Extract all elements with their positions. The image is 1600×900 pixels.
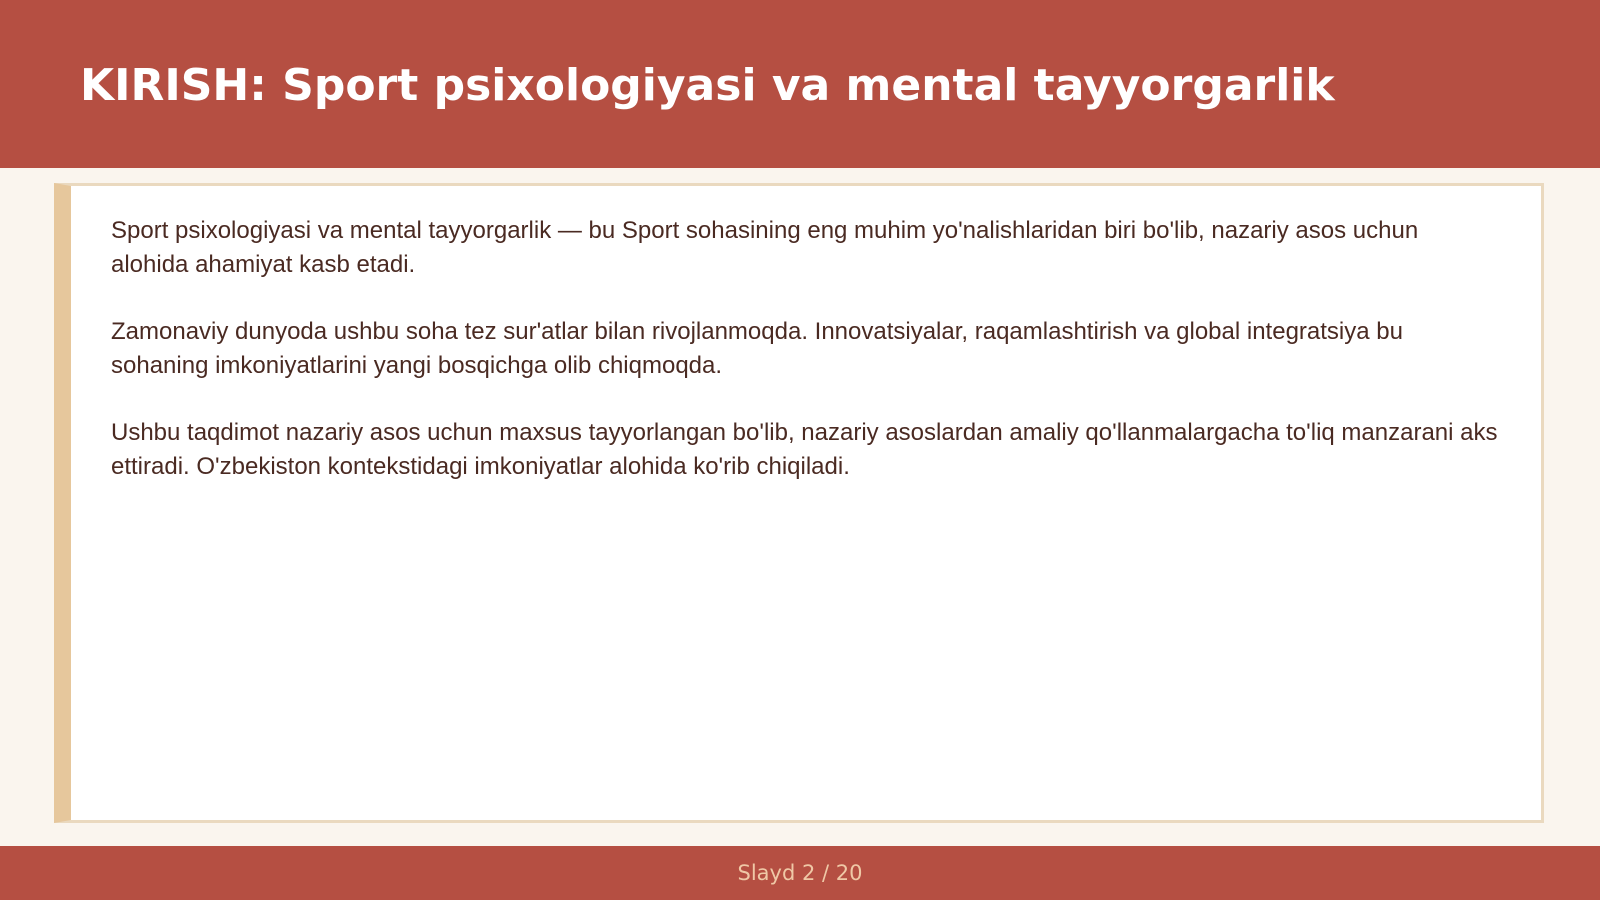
slide-body [111,214,1501,517]
slide-header [0,0,1600,168]
slide-title: KIRISH: Sport psixologiyasi va mental tayyorgarlik [80,60,1335,111]
body-paragraph-2: Zamonaviy dunyoda ushbu soha tez sur'atlar bilan rivojlanmoqda. Innovatsiyalar, raqamlashtirish va global integratsiya bu sohaning imkoniyatlarini yangi bosqichga olib chiqmoqda. [111,318,1403,379]
body-paragraph-3: Ushbu taqdimot nazariy asos uchun maxsus tayyorlangan bo'lib, nazariy asoslardan amaliy qo'llanmalargacha to'liq manzarani aks ettiradi. O'zbekiston kontekstidagi imkoniyatlar alohida ko'rib chiqiladi. [111,419,1498,480]
slide-footer [0,846,1600,900]
body-paragraph-1: Sport psixologiyasi va mental tayyorgarlik — bu Sport sohasining eng muhim yo'nalishlaridan biri bo'lib, nazariy asos uchun alohida ahamiyat kasb etadi. [111,217,1419,278]
slide-number: Slayd 2 / 20 [737,861,863,885]
